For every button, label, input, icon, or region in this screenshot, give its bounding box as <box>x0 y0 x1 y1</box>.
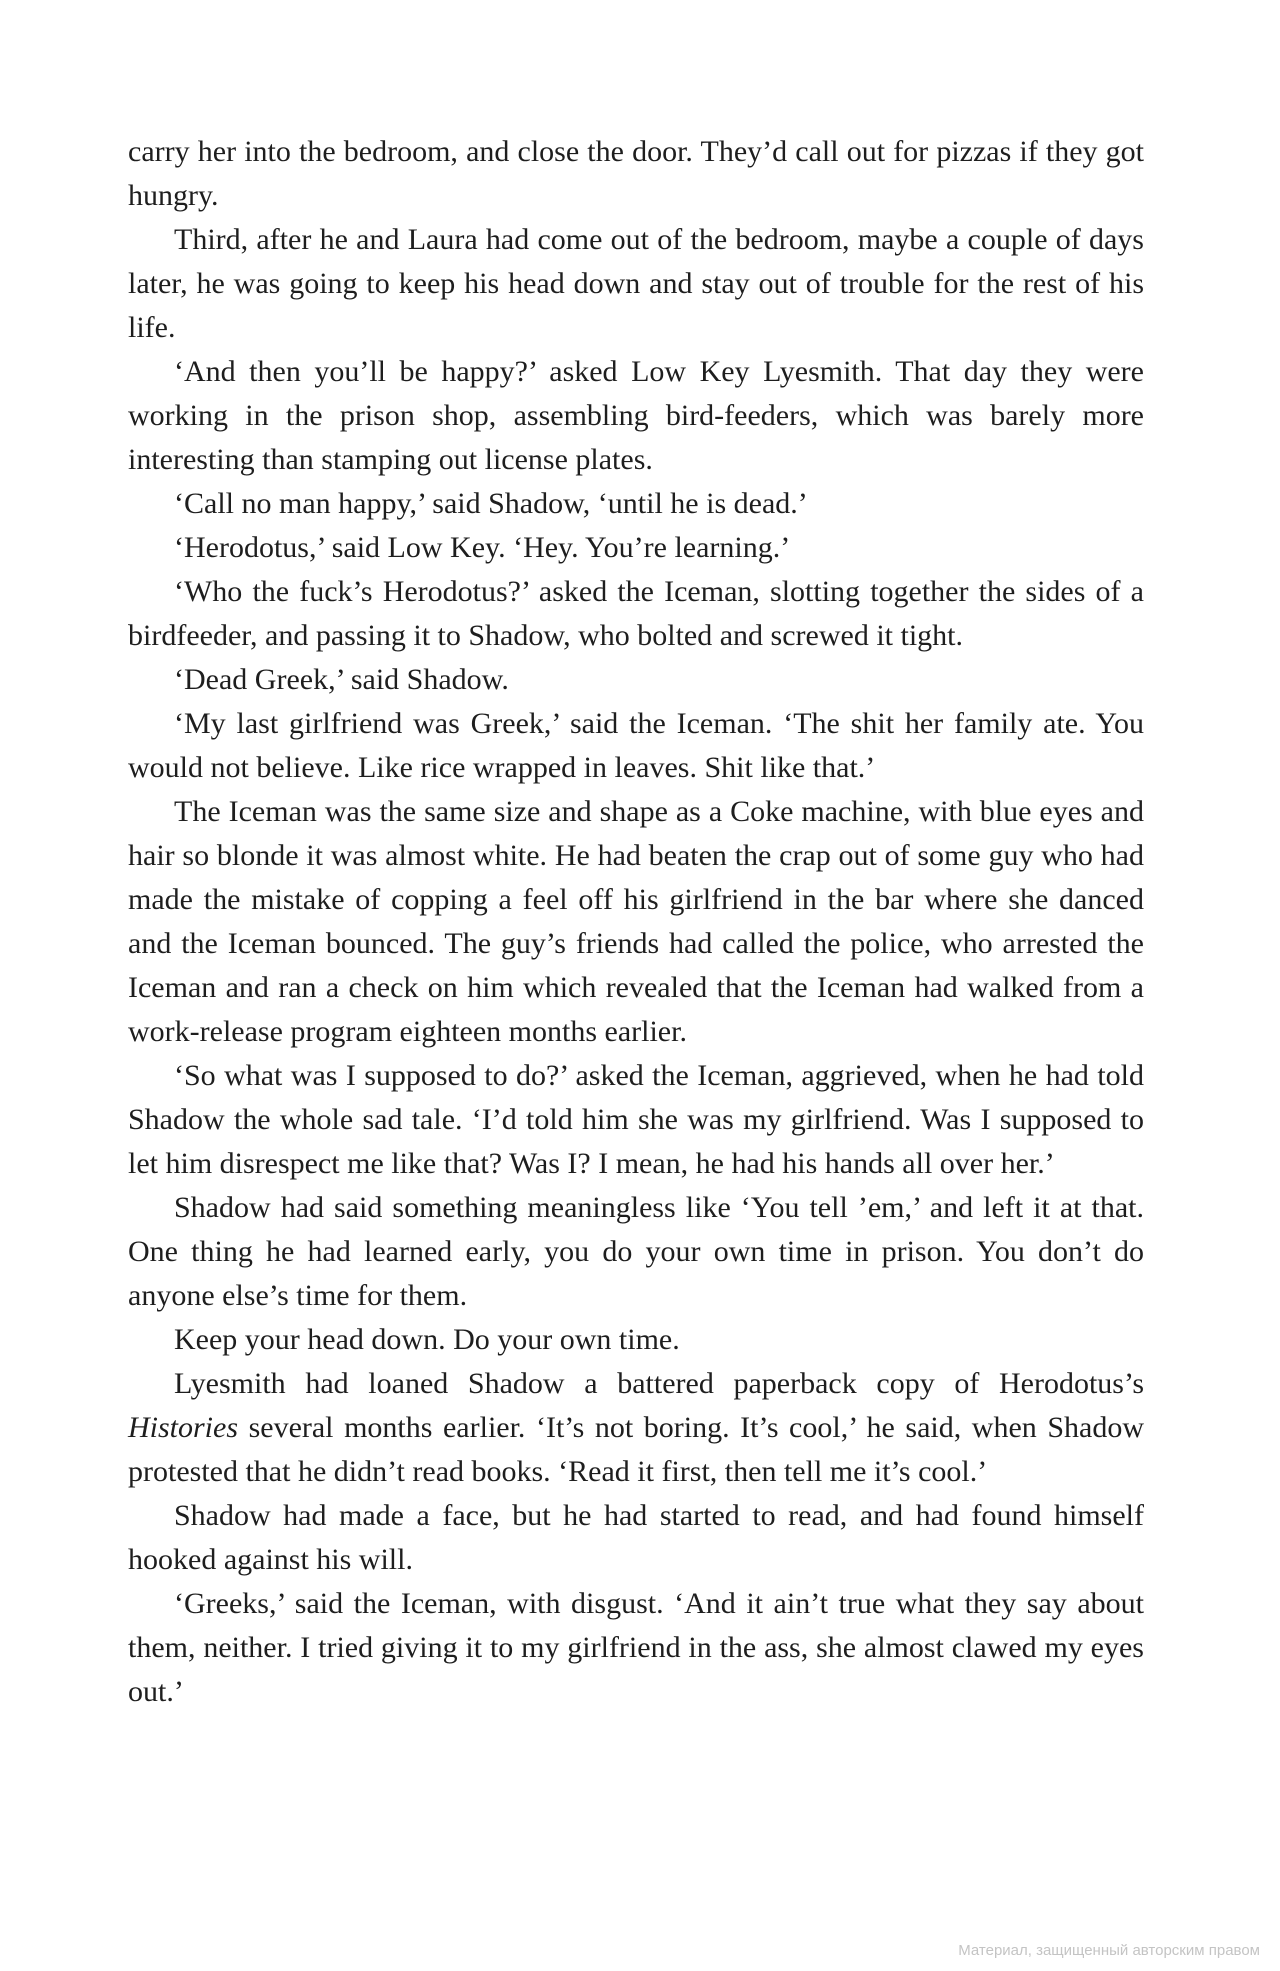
paragraph: Shadow had made a face, but he had started to read, and had found himself hooked against his will. <box>128 1499 1144 1576</box>
paragraph: The Iceman was the same size and shape as a Coke machine, with blue eyes and hair so blonde it was almost white. He had beaten the crap out of some guy who had made the mistake of copping a feel off his girlfriend in the bar where she danced and the Iceman bounced. The guy’s friends had called the police, who arrested the Iceman and ran a check on him which revealed that the Iceman had walked from a work-release program eighteen months earlier. <box>128 795 1144 1048</box>
paragraph-histories <box>128 1362 1144 1494</box>
histories-text-before: Lyesmith had loaned Shadow a battered paperback copy of Herodotus’s <box>174 1367 1144 1400</box>
paragraph: ‘Greeks,’ said the Iceman, with disgust. ‘And it ain’t true what they say about them, neither. I tried giving it to my girlfriend in the ass, she almost clawed my eyes out.’ <box>128 1587 1144 1708</box>
paragraph-continuation: carry her into the bedroom, and close the door. They’d call out for pizzas if they got hungry. <box>128 135 1144 212</box>
paragraph: ‘My last girlfriend was Greek,’ said the Iceman. ‘The shit her family ate. You would not believe. Like rice wrapped in leaves. Shit like that.’ <box>128 707 1144 784</box>
paragraph: ‘Herodotus,’ said Low Key. ‘Hey. You’re learning.’ <box>174 531 791 564</box>
paragraph: ‘Who the fuck’s Herodotus?’ asked the Iceman, slotting together the sides of a birdfeeder, and passing it to Shadow, who bolted and screwed it tight. <box>128 575 1144 652</box>
paragraph: ‘Call no man happy,’ said Shadow, ‘until he is dead.’ <box>174 487 808 520</box>
paragraph: Shadow had said something meaningless like ‘You tell ’em,’ and left it at that. One thing he had learned early, you do your own time in prison. You don’t do anyone else’s time for them. <box>128 1191 1144 1312</box>
paragraph: ‘Dead Greek,’ said Shadow. <box>174 663 509 696</box>
book-title-italic: Histories <box>128 1411 239 1444</box>
paragraph: Keep your head down. Do your own time. <box>174 1323 680 1356</box>
paragraph: Third, after he and Laura had come out of the bedroom, maybe a couple of days later, he was going to keep his head down and stay out of trouble for the rest of his life. <box>128 223 1144 344</box>
copyright-watermark: Материал, защищенный авторским правом <box>958 1942 1260 1959</box>
book-page-body <box>128 130 1144 1714</box>
histories-text-after: several months earlier. ‘It’s not boring. It’s cool,’ he said, when Shadow protested that he didn’t read books. ‘Read it first, then tell me it’s cool.’ <box>128 1411 1144 1488</box>
paragraph: ‘So what was I supposed to do?’ asked the Iceman, aggrieved, when he had told Shadow the whole sad tale. ‘I’d told him she was my girlfriend. Was I supposed to let him disrespect me like that? Was I? I mean, he had his hands all over her.’ <box>128 1059 1144 1180</box>
paragraph: ‘And then you’ll be happy?’ asked Low Key Lyesmith. That day they were working in the prison shop, assembling bird-feeders, which was barely more interesting than stamping out license plates. <box>128 355 1144 476</box>
